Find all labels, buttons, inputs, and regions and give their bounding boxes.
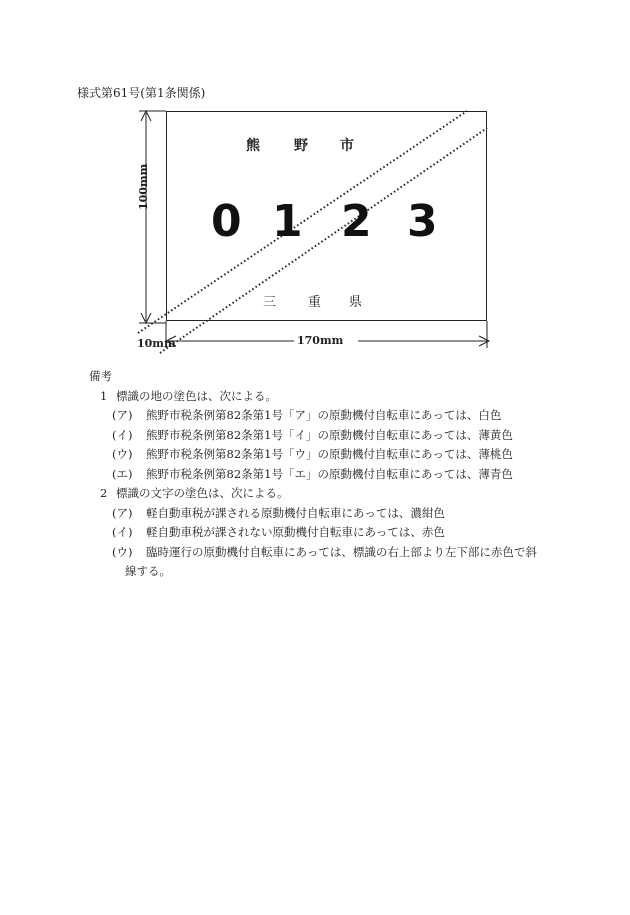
remark-1-item: (ウ) 熊野市税条例第82条第1号「ウ」の原動機付自転車にあっては、薄桃色 xyxy=(112,447,513,461)
remark-2-item: (ウ) 臨時運行の原動機付自転車にあっては、標識の右上部より左下部に赤色で斜 xyxy=(112,544,537,559)
remarks-title: 備考 xyxy=(89,369,112,383)
width-label: 170mm xyxy=(297,334,344,347)
form-title: 様式第61号(第1条関係) xyxy=(77,86,206,100)
prefecture-char-1: 三 xyxy=(263,295,277,310)
plate-digit-4: 3 xyxy=(407,196,438,247)
remark-1: 1 標識の地の塗色は、次による。 xyxy=(100,388,277,403)
remark-1-item: (ア) 熊野市税条例第82条第1号「ア」の原動機付自転車にあっては、白色 xyxy=(112,408,502,422)
plate-digit-3: 2 xyxy=(341,196,372,247)
remark-1-item: (イ) 熊野市税条例第82条第1号「イ」の原動機付自転車にあっては、薄黄色 xyxy=(112,427,513,442)
prefecture-char-2: 重 xyxy=(308,295,322,310)
offset-label: 10mm xyxy=(137,337,176,350)
plate-digit-1: 0 xyxy=(211,196,242,247)
city-char-3: 市 xyxy=(340,138,354,154)
city-char-1: 熊 xyxy=(246,138,260,154)
remark-2-item: (ア) 軽自動車税が課される原動機付自転車にあっては、濃紺色 xyxy=(112,505,445,520)
plate-digit-2: 1 xyxy=(272,196,303,247)
remark-2-item-continuation: 線する。 xyxy=(125,564,171,578)
height-label: 100mm xyxy=(137,163,150,210)
remark-2-item: (イ) 軽自動車税が課されない原動機付自転車にあっては、赤色 xyxy=(112,525,445,539)
remarks-section xyxy=(89,367,537,582)
remark-2: 2 標識の文字の塗色は、次による。 xyxy=(100,486,289,500)
remark-1-item: (エ) 熊野市税条例第82条第1号「エ」の原動機付自転車にあっては、薄青色 xyxy=(112,466,513,481)
prefecture-char-3: 県 xyxy=(349,295,363,310)
city-char-2: 野 xyxy=(294,138,308,154)
